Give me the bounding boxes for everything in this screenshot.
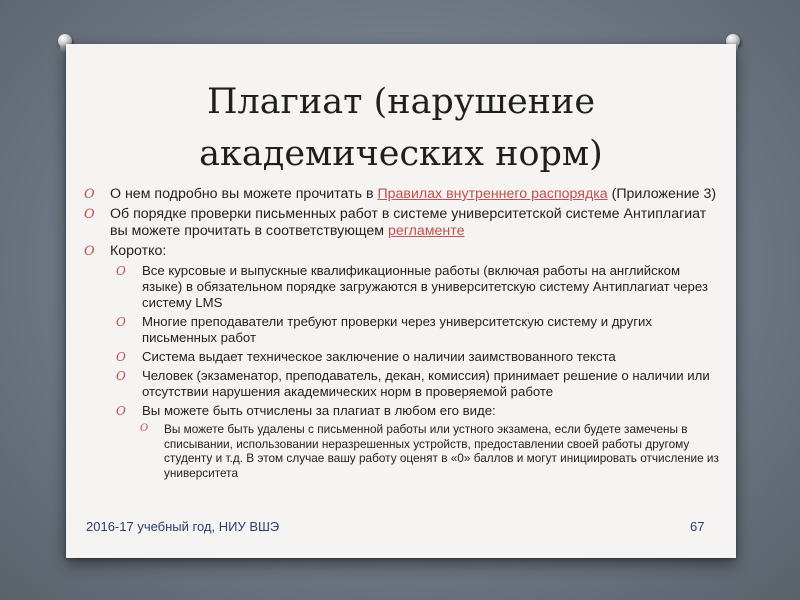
bullet-icon: O (116, 369, 126, 383)
item-text: Коротко: (110, 243, 167, 259)
sub-item-text: Все курсовые и выпускные квалификационные работы (включая работы на английском языке) в обязательном порядке загружаются в университетскую систему Антиплагиат через систему LMS (142, 263, 708, 310)
footer-text: 2016-17 учебный год, НИУ ВШЭ (86, 519, 280, 534)
item-text: О нем подробно вы можете прочитать в (110, 186, 378, 202)
bullet-icon: O (116, 264, 126, 278)
item-text: (Приложение 3) (607, 186, 717, 202)
slide-title (66, 76, 736, 180)
title-line-1: Плагиат (нарушение (206, 82, 596, 122)
sub-list-item (84, 349, 724, 365)
list-item (84, 206, 724, 240)
bullet-icon: O (116, 404, 126, 418)
sub-item-text: Многие преподаватели требуют проверки через университетскую систему и других письменных работ (142, 314, 652, 345)
sub-list-item (84, 368, 724, 400)
bullet-icon: O (116, 350, 126, 364)
bullet-icon: O (84, 207, 95, 222)
rules-link[interactable]: Правилах внутреннего распорядка (377, 186, 608, 202)
bullet-icon: O (140, 423, 149, 434)
sub-item-text: Вы можете быть отчислены за плагиат в любом его виде: (142, 403, 496, 418)
sub-list-item (84, 263, 724, 311)
slide-content (84, 186, 724, 482)
sub-list-item (84, 314, 724, 346)
title-line-2: академических норм) (199, 134, 603, 174)
list-item (84, 186, 724, 203)
bullet-icon: O (84, 187, 95, 202)
sub-list-item (84, 403, 724, 419)
sub-item-text: Система выдает техническое заключение о наличии заимствованного текста (142, 349, 616, 364)
sub-sub-list-item (84, 422, 724, 480)
item-text: Об порядке проверки письменных работ в системе университетской системе Антиплагиат вы можете прочитать в соответствующем (110, 206, 707, 239)
list-item (84, 243, 724, 260)
sub-sub-item-text: Вы можете быть удалены с письменной работы или устного экзамена, если будете замечены в списывании, использовании неразрешенных устройств, предоставлении своей работы другому студенту и т.д. В этом случае вашу работу оценят в «0» баллов и могут инициировать отчисление из университета (164, 422, 719, 480)
regulation-link[interactable]: регламенте (387, 223, 465, 239)
bullet-icon: O (84, 244, 95, 259)
sub-item-text: Человек (экзаменатор, преподаватель, декан, комиссия) принимает решение о наличии или отсутствии нарушения академических норм в проверяемой работе (142, 368, 710, 399)
page-number: 67 (690, 519, 705, 534)
bullet-icon: O (116, 315, 126, 329)
